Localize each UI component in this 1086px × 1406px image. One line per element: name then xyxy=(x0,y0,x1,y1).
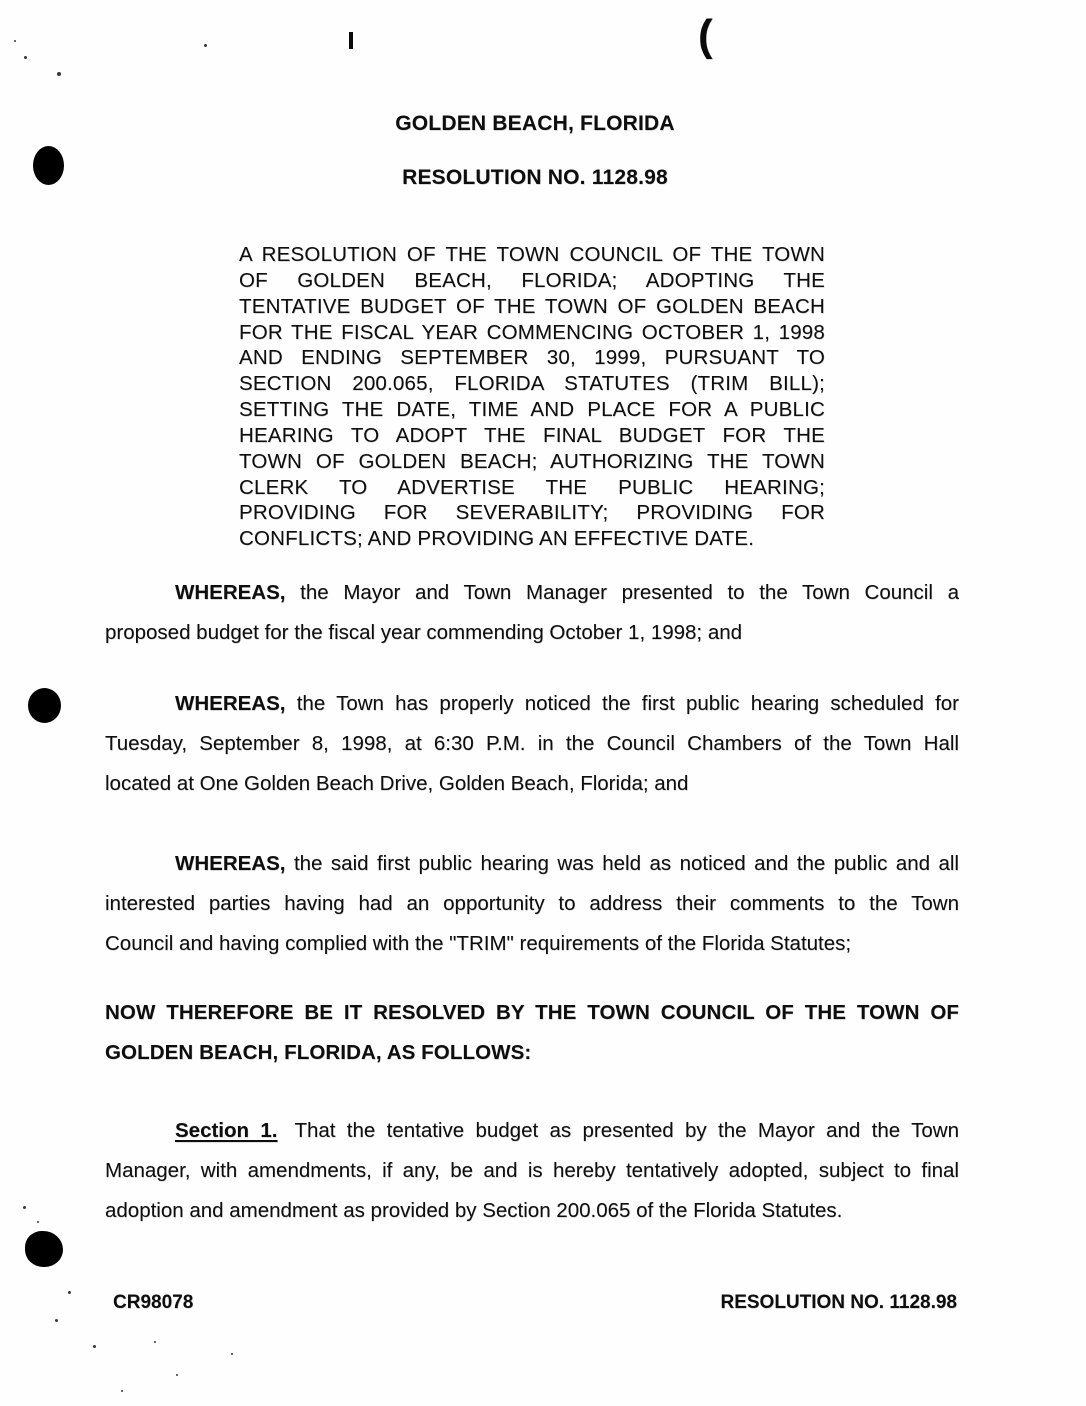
paragraph-line: adoption and amendment as provided by Section 200.065 of the Florida Statutes. xyxy=(105,1199,843,1222)
scan-paren-mark: ( xyxy=(698,11,713,60)
scan-speck xyxy=(204,44,207,47)
section-1-lead: Section 1. xyxy=(175,1119,278,1142)
scan-speck xyxy=(37,1221,39,1223)
caption-line: PROVIDING FOR SEVERABILITY; PROVIDING FOR xyxy=(239,501,825,525)
whereas-clause-3 xyxy=(105,852,959,972)
footer-doc-code: CR98078 xyxy=(113,1292,194,1313)
whereas-clause-2 xyxy=(105,692,959,812)
punch-hole-bottom xyxy=(25,1231,63,1267)
paragraph-text: the Mayor and Town Manager presented to the Town Council a xyxy=(300,581,959,604)
whereas-clause-1 xyxy=(105,581,959,661)
scan-speck xyxy=(154,1341,156,1343)
paragraph-line xyxy=(105,692,959,732)
paragraph-line: Tuesday, September 8, 1998, at 6:30 P.M. in the Council Chambers of the Town Hall xyxy=(105,732,959,755)
scan-speck xyxy=(231,1353,233,1355)
scan-tick-mark xyxy=(349,32,353,49)
paragraph-text: That the tentative budget as presented by the Mayor and the Town xyxy=(294,1119,959,1142)
scan-speck xyxy=(57,72,61,76)
scan-speck xyxy=(55,1319,58,1322)
paragraph-line: Council and having complied with the "TRIM" requirements of the Florida Statutes; xyxy=(105,932,852,955)
footer-resolution-number: RESOLUTION NO. 1128.98 xyxy=(720,1292,957,1313)
caption-line: CLERK TO ADVERTISE THE PUBLIC HEARING; xyxy=(239,475,825,499)
caption-line: TOWN OF GOLDEN BEACH; AUTHORIZING THE TOWN xyxy=(239,449,825,473)
paragraph-line xyxy=(105,852,959,892)
caption-line: FOR THE FISCAL YEAR COMMENCING OCTOBER 1, 1998 xyxy=(239,320,825,344)
resolution-number-heading: RESOLUTION NO. 1128.98 xyxy=(402,166,668,189)
scan-speck xyxy=(14,40,16,42)
resolved-clause xyxy=(105,1001,959,1081)
document-title: GOLDEN BEACH, FLORIDA xyxy=(395,112,675,135)
caption-line: CONFLICTS; AND PROVIDING AN EFFECTIVE DATE. xyxy=(239,527,755,551)
caption-line: TENTATIVE BUDGET OF THE TOWN OF GOLDEN BEACH xyxy=(239,294,825,318)
caption-line: SETTING THE DATE, TIME AND PLACE FOR A PUBLIC xyxy=(239,398,825,422)
whereas-lead: WHEREAS, xyxy=(175,852,286,875)
paragraph-line: Manager, with amendments, if any, be and is hereby tentatively adopted, subject to final xyxy=(105,1159,959,1182)
caption-line: A RESOLUTION OF THE TOWN COUNCIL OF THE TOWN xyxy=(239,243,825,266)
paragraph-line: proposed budget for the fiscal year commending October 1, 1998; and xyxy=(105,621,743,644)
caption-line: SECTION 200.065, FLORIDA STATUTES (TRIM BILL); xyxy=(239,372,825,396)
scan-speck xyxy=(23,1206,26,1209)
paragraph-line xyxy=(105,581,959,621)
caption-line: OF GOLDEN BEACH, FLORIDA; ADOPTING THE xyxy=(239,268,825,292)
scan-speck xyxy=(121,1390,123,1392)
resolution-caption xyxy=(239,243,825,553)
whereas-lead: WHEREAS, xyxy=(175,581,286,604)
paragraph-line: interested parties having had an opportunity to address their comments to the Town xyxy=(105,892,959,915)
scan-speck xyxy=(93,1345,96,1348)
punch-hole-middle xyxy=(28,688,61,723)
paragraph-line: located at One Golden Beach Drive, Golden Beach, Florida; and xyxy=(105,772,689,795)
paragraph-line xyxy=(105,1119,959,1159)
scan-speck xyxy=(24,56,27,59)
scan-speck xyxy=(68,1291,71,1294)
paragraph-line: GOLDEN BEACH, FLORIDA, AS FOLLOWS: xyxy=(105,1041,532,1064)
paragraph-text: the Town has properly noticed the first public hearing scheduled for xyxy=(296,692,959,715)
whereas-lead: WHEREAS, xyxy=(175,692,286,715)
paragraph-text: the said first public hearing was held as noticed and the public and all xyxy=(293,852,959,875)
paragraph-line: NOW THEREFORE BE IT RESOLVED BY THE TOWN COUNCIL OF THE TOWN OF xyxy=(105,1001,959,1024)
section-1-paragraph xyxy=(105,1119,959,1239)
caption-line: AND ENDING SEPTEMBER 30, 1999, PURSUANT TO xyxy=(239,346,825,370)
caption-line: HEARING TO ADOPT THE FINAL BUDGET FOR THE xyxy=(239,423,825,447)
scan-speck xyxy=(176,1374,178,1376)
